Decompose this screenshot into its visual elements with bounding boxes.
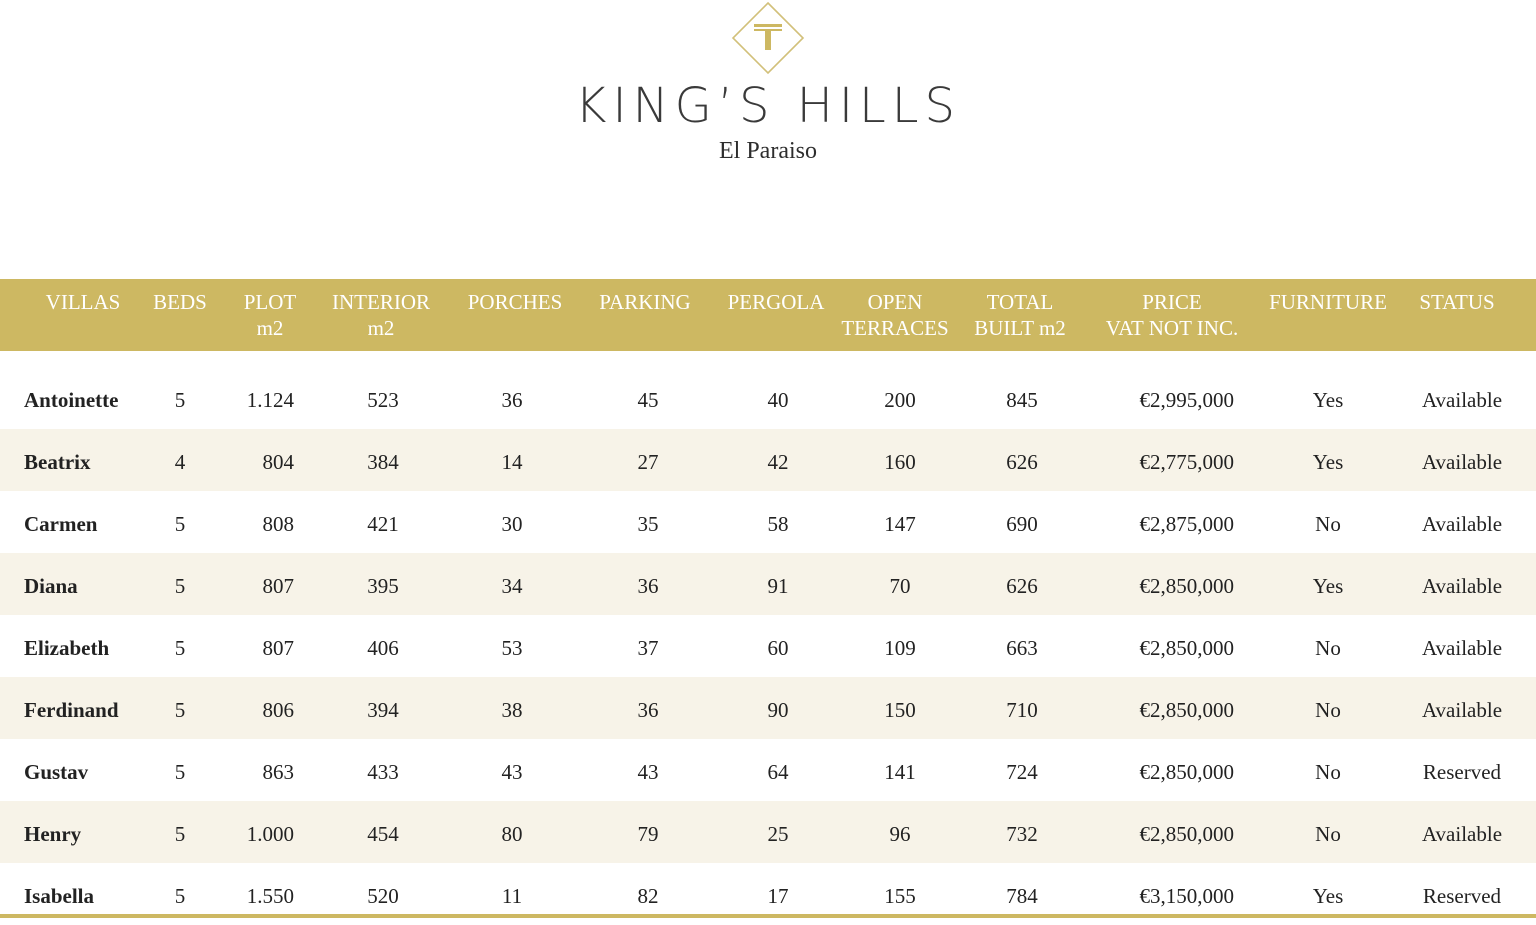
cell-price: €2,850,000: [1139, 822, 1234, 846]
table-row: [0, 491, 1536, 553]
cell-terraces: 109: [884, 636, 916, 660]
cell-price: €2,850,000: [1139, 574, 1234, 598]
cell-terraces: 96: [889, 822, 911, 846]
cell-status: Available: [1421, 822, 1503, 846]
cell-pergola: 90: [767, 698, 789, 722]
villa-price-table: [0, 279, 1536, 925]
villa-name-cell: Gustav: [24, 760, 89, 784]
cell-beds: 5: [174, 884, 186, 908]
villa-name-cell: Antoinette: [24, 388, 119, 412]
cell-pergola: 91: [767, 574, 789, 598]
cell-pergola: 60: [767, 636, 789, 660]
cell-parking: 27: [637, 450, 659, 474]
cell-interior: 454: [367, 822, 399, 846]
cell-total: 845: [1006, 388, 1038, 412]
cell-pergola: 64: [767, 760, 789, 784]
cell-status: Available: [1421, 512, 1503, 536]
cell-plot: 1.124: [246, 388, 294, 412]
cell-parking: 79: [637, 822, 659, 846]
cell-furniture: No: [1315, 698, 1341, 722]
cell-interior: 520: [367, 884, 399, 908]
table-body: [0, 351, 1536, 925]
villa-name-cell: Diana: [24, 574, 78, 598]
column-header-villa: VILLAS: [45, 290, 121, 314]
cell-porches: 34: [501, 574, 523, 598]
cell-plot: 804: [262, 450, 294, 474]
cell-furniture: Yes: [1312, 574, 1344, 598]
cell-porches: 43: [501, 760, 523, 784]
cell-beds: 5: [174, 574, 186, 598]
cell-plot: 807: [262, 574, 294, 598]
cell-interior: 384: [367, 450, 399, 474]
cell-furniture: No: [1315, 760, 1341, 784]
cell-pergola: 25: [767, 822, 789, 846]
cell-beds: 5: [174, 822, 186, 846]
cell-parking: 36: [637, 698, 659, 722]
villa-name-cell: Isabella: [24, 884, 95, 908]
cell-status: Reserved: [1422, 884, 1502, 908]
cell-pergola: 58: [767, 512, 789, 536]
villa-name-cell: Beatrix: [24, 450, 91, 474]
cell-parking: 36: [637, 574, 659, 598]
cell-porches: 53: [501, 636, 523, 660]
cell-beds: 5: [174, 388, 186, 412]
column-header-plot: PLOT m2: [243, 290, 297, 340]
column-header-furniture: FURNITURE: [1269, 290, 1387, 314]
cell-price: €2,850,000: [1139, 636, 1234, 660]
cell-pergola: 42: [767, 450, 789, 474]
table-row: [0, 351, 1536, 429]
column-header-price: PRICE VAT NOT INC.: [1105, 290, 1239, 340]
cell-price: €2,875,000: [1139, 512, 1234, 536]
cell-porches: 38: [501, 698, 523, 722]
cell-status: Available: [1421, 636, 1503, 660]
column-header-beds: BEDS: [153, 290, 207, 314]
cell-interior: 394: [367, 698, 399, 722]
cell-beds: 5: [174, 760, 186, 784]
cell-beds: 5: [174, 636, 186, 660]
cell-price: €2,850,000: [1139, 698, 1234, 722]
cell-total: 690: [1006, 512, 1038, 536]
cell-plot: 808: [262, 512, 294, 536]
cell-price: €2,775,000: [1139, 450, 1234, 474]
cell-total: 626: [1006, 574, 1038, 598]
bottom-divider: [0, 914, 1536, 918]
cell-total: 784: [1006, 884, 1038, 908]
cell-total: 626: [1006, 450, 1038, 474]
villa-name-cell: Ferdinand: [24, 698, 119, 722]
cell-furniture: Yes: [1312, 884, 1344, 908]
cell-parking: 45: [637, 388, 659, 412]
cell-total: 710: [1006, 698, 1038, 722]
brand-header: [0, 0, 1536, 200]
cell-terraces: 141: [884, 760, 916, 784]
cell-price: €2,850,000: [1139, 760, 1234, 784]
cell-furniture: No: [1315, 822, 1341, 846]
cell-interior: 421: [367, 512, 399, 536]
cell-furniture: Yes: [1312, 450, 1344, 474]
column-header-parking: PARKING: [599, 290, 691, 314]
cell-status: Available: [1421, 698, 1503, 722]
cell-terraces: 150: [884, 698, 916, 722]
cell-total: 663: [1006, 636, 1038, 660]
cell-parking: 43: [637, 760, 659, 784]
cell-interior: 406: [367, 636, 399, 660]
cell-furniture: No: [1315, 636, 1341, 660]
cell-beds: 5: [174, 698, 186, 722]
cell-interior: 433: [367, 760, 399, 784]
cell-beds: 5: [174, 512, 186, 536]
cell-price: €3,150,000: [1139, 884, 1234, 908]
cell-status: Reserved: [1422, 760, 1502, 784]
cell-interior: 523: [367, 388, 399, 412]
cell-pergola: 17: [767, 884, 789, 908]
cell-porches: 14: [501, 450, 523, 474]
cell-total: 724: [1006, 760, 1038, 784]
cell-terraces: 155: [884, 884, 916, 908]
cell-porches: 30: [501, 512, 523, 536]
cell-status: Available: [1421, 574, 1503, 598]
cell-parking: 35: [637, 512, 659, 536]
cell-terraces: 70: [889, 574, 911, 598]
cell-parking: 37: [637, 636, 659, 660]
cell-status: Available: [1421, 450, 1503, 474]
cell-status: Available: [1421, 388, 1503, 412]
table-row: [0, 429, 1536, 491]
column-header-pergola: PERGOLA: [727, 290, 825, 314]
cell-price: €2,995,000: [1139, 388, 1234, 412]
brand-subtitle: El Paraiso: [719, 138, 817, 164]
cell-furniture: No: [1315, 512, 1341, 536]
cell-plot: 806: [262, 698, 294, 722]
villa-name-cell: Elizabeth: [24, 636, 110, 660]
table-row: [0, 677, 1536, 739]
cell-porches: 11: [501, 884, 523, 908]
villa-name-cell: Carmen: [24, 512, 98, 536]
cell-beds: 4: [174, 450, 186, 474]
cell-porches: 80: [501, 822, 523, 846]
cell-plot: 1.000: [246, 822, 294, 846]
cell-plot: 1.550: [246, 884, 294, 908]
table-header: [0, 279, 1536, 351]
cell-total: 732: [1006, 822, 1038, 846]
brand-name: KING’S HILLS: [575, 78, 961, 134]
table-row: [0, 801, 1536, 863]
column-header-total: TOTAL BUILT m2: [974, 290, 1066, 340]
column-header-interior: INTERIOR m2: [332, 290, 430, 340]
column-header-status: STATUS: [1419, 290, 1495, 314]
column-header-terraces: OPEN TERRACES: [841, 290, 949, 340]
cell-parking: 82: [637, 884, 659, 908]
diamond-logo-icon: [730, 0, 806, 76]
cell-porches: 36: [501, 388, 523, 412]
cell-pergola: 40: [767, 388, 789, 412]
cell-plot: 863: [262, 760, 294, 784]
cell-terraces: 200: [884, 388, 916, 412]
column-header-porches: PORCHES: [467, 290, 563, 314]
cell-interior: 395: [367, 574, 399, 598]
villa-name-cell: Henry: [24, 822, 82, 846]
cell-plot: 807: [262, 636, 294, 660]
cell-terraces: 147: [884, 512, 916, 536]
cell-furniture: Yes: [1312, 388, 1344, 412]
cell-terraces: 160: [884, 450, 916, 474]
table-row: [0, 739, 1536, 801]
table-row: [0, 615, 1536, 677]
table-row: [0, 553, 1536, 615]
